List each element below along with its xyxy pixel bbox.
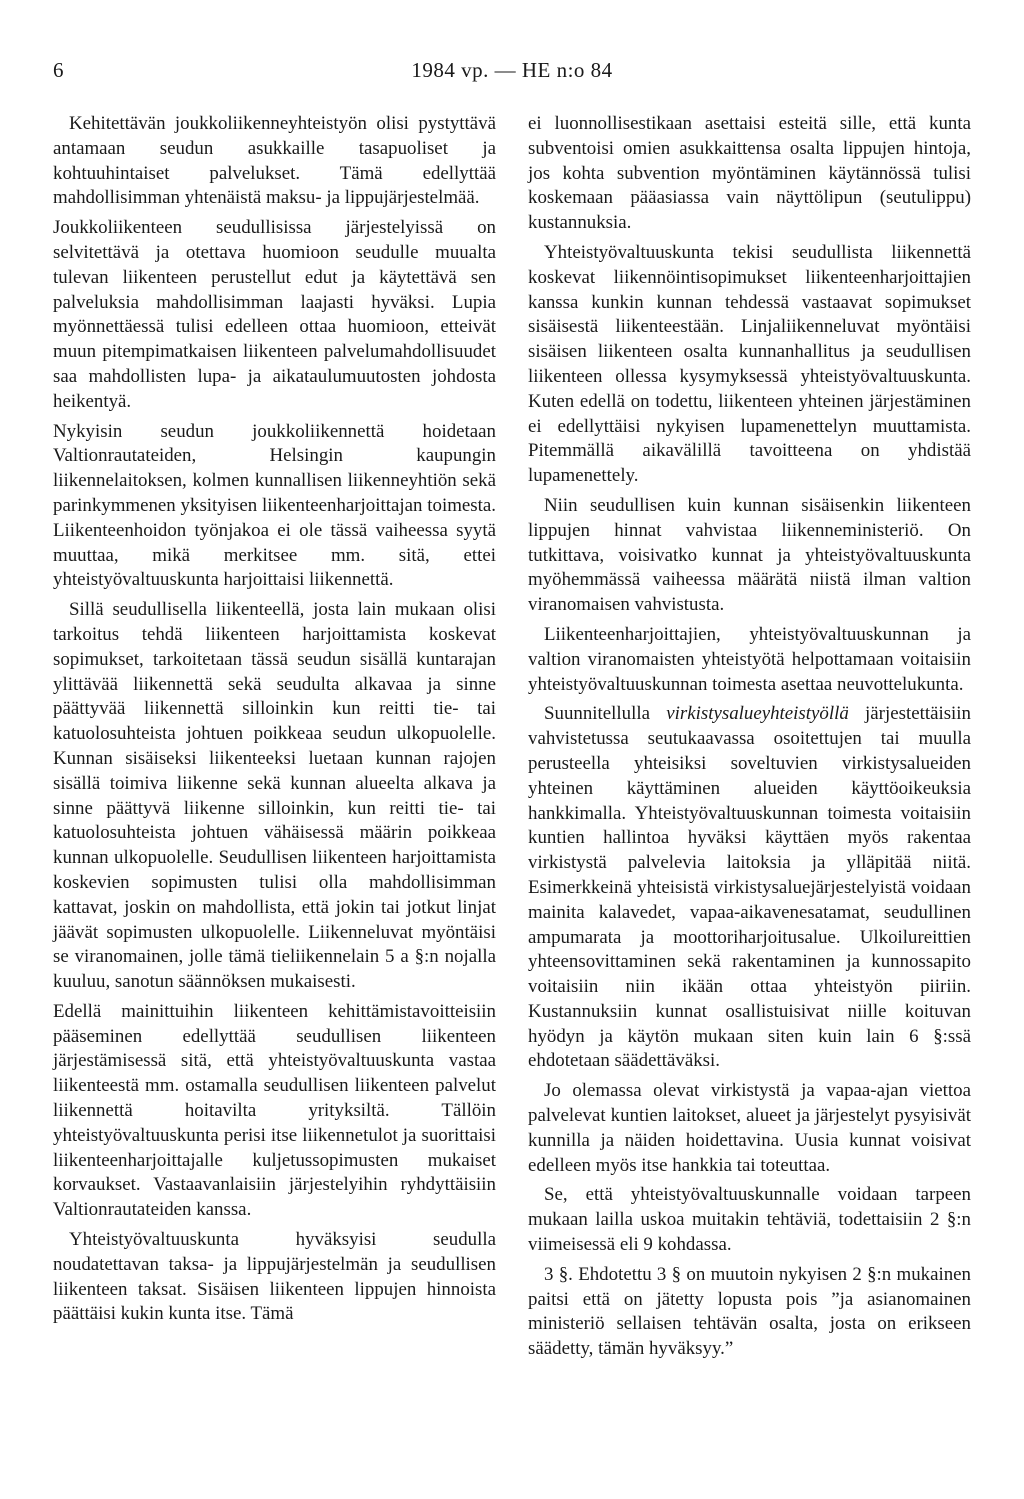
paragraph: Niin seudullisen kuin kunnan sisäisenkin liikenteen lippujen hinnat vahvistaa liikenneministeriö. On tutkittava, voisivatko kunnat ja yhteistyövaltuuskunta myöhemmässä vaiheessa määrätä niistä ilman valtion viranomaisen vahvistusta. xyxy=(528,494,971,616)
paragraph: Nykyisin seudun joukkoliikennettä hoidetaan Valtionrautateiden, Helsingin kaupungin liikennelaitoksen, kolmen kunnallisen liikenneyhtiön sekä parinkymmenen yksityisen liikenteenharjoittajan toimesta. Liikenteenhoidon työnjakoa ei ole tässä vaiheessa syytä muuttaa, mikä merkitsee mm. sitä, ettei yhteistyövaltuuskunta harjoittaisi liikennettä. xyxy=(53,420,496,591)
paragraph: Edellä mainittuihin liikenteen kehittämistavoitteisiin pääseminen edellyttää seudullisen liikenteen järjestämisessä sitä, että yhteistyövaltuuskunta vastaa liikenteestä mm. ostamalla seudullisen liikenteen palvelut liikennettä hoitavilta yrityksiltä. Tällöin yhteistyövaltuuskunta perisi itse liikennetulot ja suorittaisi liikenteenharjoittajalle kuljetussopimusten mukaiset korvaukset. Vastaavanlaisiin järjestelyihin ryhdyttäisiin Valtionrautateiden kanssa. xyxy=(53,1000,496,1221)
page-number: 6 xyxy=(53,58,64,82)
paragraph: Liikenteenharjoittajien, yhteistyövaltuuskunnan ja valtion viranomaisten yhteistyötä helpottamaan voitaisiin yhteistyövaltuuskunnan toimesta asettaa neuvottelukunta. xyxy=(528,623,971,695)
paragraph: Kehitettävän joukkoliikenneyhteistyön olisi pystyttävä antamaan seudun asukkaille tasapuoliset ja kohtuuhintaiset palvelukset. Tämä edellyttää mahdollisimman yhtenäistä maksu- ja lippujärjestelmää. xyxy=(53,113,496,209)
paragraph: Yhteistyövaltuuskunta tekisi seudullista liikennettä koskevat liikennöintisopimukset liikenteenharjoittajien kanssa kunkin kunnan tehdessä vastaavat sopimukset sisäisestä liikenteestään. Linjaliikenneluvat myöntäisi sisäisen liikenteen osalta kunnanhallitus ja seudullisen liikenteen ollessa kysymyksessä yhteistyövaltuuskunta. Kuten edellä on todettu, liikenteen yhteinen järjestäminen ei edellyttäisi nykyisen lupamenettelyn muuttamista. Pitemmällä aikavälillä tavoitteena on yhdistää lupamenettely. xyxy=(528,241,971,487)
paragraph: Joukkoliikenteen seudullisissa järjestelyissä on selvitettävä ja otettava huomioon seudulle muualta tulevan liikenteen perustellut edut ja käytettävä sen palveluksia mahdollisimman laajasti hyväksi. Lupia myönnettäessä tulisi edelleen ottaa huomioon, etteivät muun pitempimatkaisen liikenteen palvelumahdollisuudet saa mahdollisten lupa- ja aikataulumuutosten johdosta heikentyä. xyxy=(53,217,496,412)
page-header xyxy=(0,58,1024,88)
right-column xyxy=(528,112,971,1367)
paragraph: Sillä seudullisella liikenteellä, josta lain mukaan olisi tarkoitus tehdä liikenteen harjoittamista koskevat sopimukset, tarkoitetaan tässä seudun sisällä kuntarajan ylittävää liikennettä sekä seudulta alkavaa ja sinne päättyvää liikennettä silloinkin kun reitti tie- tai katuolosuhteista johtuen poikkeaa seudun ulkopuolelle. Kunnan sisäiseksi liikenteeksi luetaan kunnan rajojen sisällä toimiva liikenne sekä kunnan alueelta alkava ja sinne päättyvä liikenne silloinkin, kun reitti tie- tai katuolosuhteista johtuen vähäisessä määrin poikkeaa kunnan ulkopuolelle. Seudullisen liikenteen harjoittamista koskevien sopimusten tulisi olla mahdollisimman kattavat, joskin on mahdollista, että jokin tai jotkut linjat jäävät sopimusten ulkopuolelle. Liikenneluvat myöntäisi se viranomainen, jolle tämä tieliikennelain 5 a §:n nojalla kuuluu, sanotun säännöksen mukaisesti. xyxy=(53,599,496,993)
paragraph: Jo olemassa olevat virkistystä ja vapaa-ajan viettoa palvelevat kuntien laitokset, alueet ja järjestelyt pysyisivät kunnilla ja näiden hoidettavina. Uusia kunnat voisivat edelleen myös itse hankkia tai toteuttaa. xyxy=(528,1080,971,1176)
paragraph: Se, että yhteistyövaltuuskunnalle voidaan tarpeen mukaan lailla uskoa muitakin tehtäviä, todettaisiin 2 §:n viimeisessä eli 9 kohdassa. xyxy=(528,1184,971,1256)
paragraph-continued: ei luonnollisestikaan asettaisi esteitä sille, että kunta subventoisi omien asukkaittensa osalta lippujen hintoja, jos kohta subvention myöntäminen käytännössä tulisi koskemaan pääasiassa vain näyttölipun (seutulippu) kustannuksia. xyxy=(528,113,971,234)
paragraph: 3 §. Ehdotettu 3 § on muutoin nykyisen 2 §:n mukainen paitsi että on jätetty lopusta pois ”ja asianomainen ministeriö sellaisen tehtävän osalta, josta on erikseen säädetty, tämän hyväksyy.” xyxy=(528,1263,971,1360)
left-column xyxy=(53,112,496,1332)
paragraph-recreation xyxy=(528,702,971,1074)
recreation-text-rest: järjestettäisiin vahvistetussa seutukaavassa osoitettujen tai muulla perusteella yhteisiksi soveltuvien virkistysalueiden yhteinen käyttäminen alueiden käyttöoikeuksia hankkimalla. Yhteistyövaltuuskunnan toimesta voitaisiin kuntien hallintoa hyväksi käyttäen myös rakentaa virkistystä palvelevia laitoksia ja ylläpitää niitä. Esimerkkeinä yhteisistä virkistysaluejärjestelyistä voidaan mainita kalavedet, vapaa-aikavenesatamat, seudullinen ampumarata ja moottoriharjoitusalue. Ulkoilureittien yhteensovittaminen sekä rakentaminen ja kunnossapito voitaisiin niin ikään ottaa yhteistyön piiriin. Kustannuksiin kunnat osallistuisivat niille koituvan hyödyn ja käytön mukaan siten kuin lain 6 §:ssä ehdotetaan säädettäväksi. xyxy=(528,703,971,1072)
recreation-text-start: Suunnitellulla xyxy=(544,703,667,725)
recreation-emphasis: virkistysalueyhteistyöllä xyxy=(666,703,849,725)
paragraph: Yhteistyövaltuuskunta hyväksyisi seudulla noudatettavan taksa- ja lippujärjestelmän ja seudullisen liikenteen taksat. Sisäisen liikenteen lippujen hinnoista päättäisi kukin kunta itse. Tämä xyxy=(53,1229,496,1325)
running-head: 1984 vp. — HE n:o 84 xyxy=(411,58,613,82)
